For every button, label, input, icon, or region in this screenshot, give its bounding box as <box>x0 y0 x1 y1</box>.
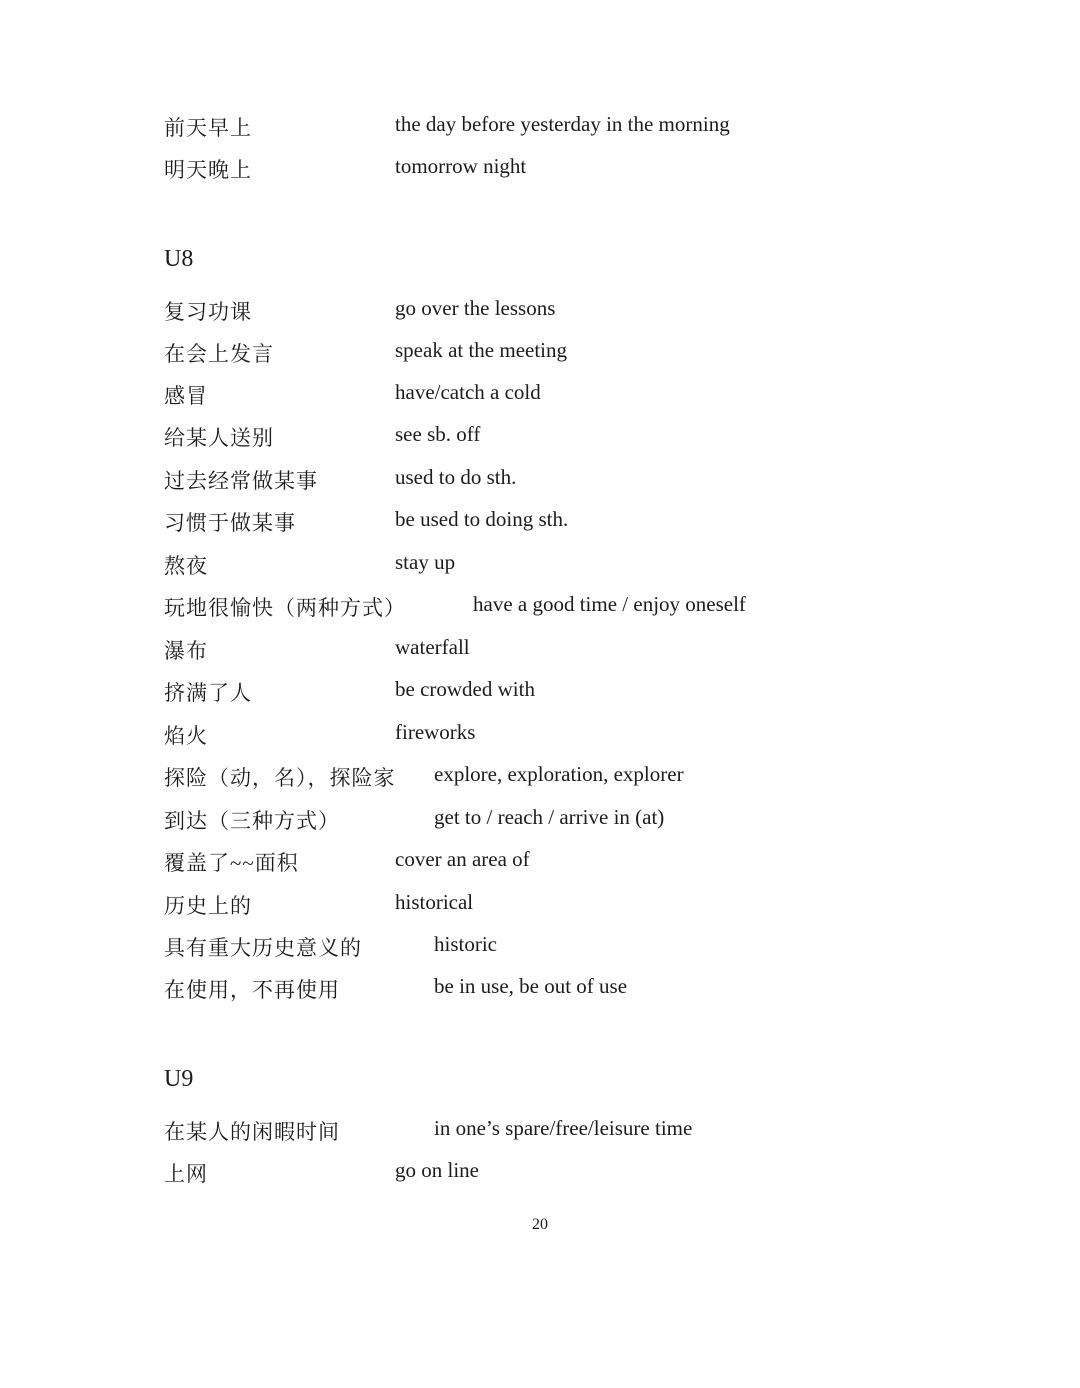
english-term: explore, exploration, explorer <box>434 762 684 786</box>
chinese-term: 前天早上 <box>164 116 252 140</box>
vocab-entry <box>0 465 1080 499</box>
chinese-term: 在会上发言 <box>164 342 274 366</box>
chinese-term: 在使用，不再使用 <box>164 978 340 1002</box>
english-term: used to do sth. <box>395 465 517 489</box>
english-term: fireworks <box>395 720 476 744</box>
english-term: tomorrow night <box>395 154 527 178</box>
chinese-term: 过去经常做某事 <box>164 469 318 493</box>
unit-heading-u8: U8 <box>164 246 194 272</box>
vocab-entry <box>0 890 1080 924</box>
english-term: have a good time / enjoy oneself <box>473 592 746 616</box>
vocab-entry <box>0 805 1080 839</box>
vocab-entry <box>0 1116 1080 1150</box>
chinese-term: 具有重大历史意义的 <box>164 936 362 960</box>
chinese-term: 给某人送别 <box>164 426 274 450</box>
english-term: have/catch a cold <box>395 380 541 404</box>
vocab-entry <box>0 932 1080 966</box>
vocab-entry <box>0 592 1080 626</box>
vocab-entry <box>0 974 1080 1008</box>
english-term: waterfall <box>395 635 470 659</box>
english-term: see sb. off <box>395 422 481 446</box>
vocab-entry <box>0 720 1080 754</box>
english-term: stay up <box>395 550 456 574</box>
english-term: get to / reach / arrive in (at) <box>434 805 665 829</box>
chinese-term: 焰火 <box>164 724 208 748</box>
chinese-term: 玩地很愉快（两种方式） <box>164 596 406 620</box>
chinese-term: 覆盖了~~面积 <box>164 851 299 875</box>
vocab-entry <box>0 507 1080 541</box>
chinese-term: 到达（三种方式） <box>164 809 340 833</box>
english-term: be used to doing sth. <box>395 507 569 531</box>
unit-heading-u9: U9 <box>164 1066 194 1092</box>
vocab-entry <box>0 154 1080 188</box>
english-term: be in use, be out of use <box>434 974 628 998</box>
vocab-entry <box>0 677 1080 711</box>
vocab-entry <box>0 380 1080 414</box>
chinese-term: 瀑布 <box>164 639 208 663</box>
vocab-entry <box>0 112 1080 146</box>
chinese-term: 明天晚上 <box>164 158 252 182</box>
english-term: be crowded with <box>395 677 535 701</box>
chinese-term: 习惯于做某事 <box>164 511 296 535</box>
chinese-term: 历史上的 <box>164 894 252 918</box>
chinese-term: 在某人的闲暇时间 <box>164 1120 340 1144</box>
english-term: historical <box>395 890 474 914</box>
english-term: historic <box>434 932 497 956</box>
vocab-entry <box>0 338 1080 372</box>
vocab-entry <box>0 296 1080 330</box>
vocab-entry <box>0 550 1080 584</box>
english-term: go on line <box>395 1158 479 1182</box>
english-term: speak at the meeting <box>395 338 568 362</box>
english-term: cover an area of <box>395 847 530 871</box>
chinese-term: 熬夜 <box>164 554 208 578</box>
vocab-entry <box>0 635 1080 669</box>
english-term: go over the lessons <box>395 296 556 320</box>
chinese-term: 复习功课 <box>164 300 252 324</box>
vocab-entry <box>0 762 1080 796</box>
page-number: 20 <box>532 1216 548 1233</box>
chinese-term: 挤满了人 <box>164 681 252 705</box>
vocab-entry <box>0 847 1080 881</box>
chinese-term: 感冒 <box>164 384 208 408</box>
chinese-term: 上网 <box>164 1162 208 1186</box>
english-term: the day before yesterday in the morning <box>395 112 730 136</box>
chinese-term: 探险（动，名），探险家 <box>164 766 396 790</box>
vocab-entry <box>0 422 1080 456</box>
english-term: in one’s spare/free/leisure time <box>434 1116 693 1140</box>
vocab-entry <box>0 1158 1080 1192</box>
